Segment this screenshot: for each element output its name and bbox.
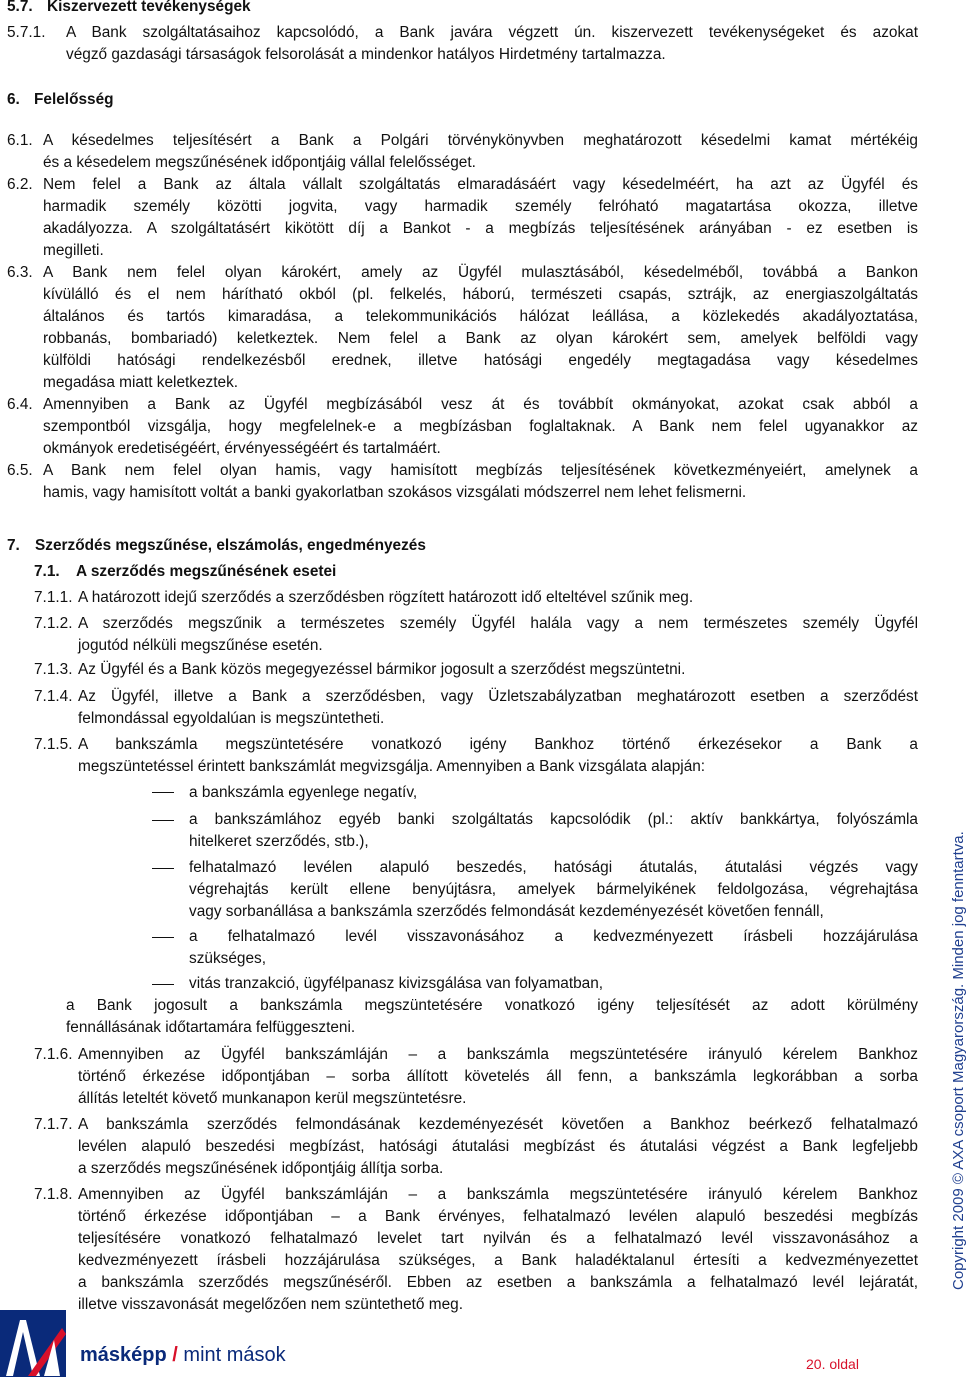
- paragraph-line: teljesítésére vonatkozó felhatalmazó levelet tart nyilván és a felhatalmazó levél visszavonásához a: [78, 1230, 918, 1247]
- bullet-item: a bankszámla egyenlege negatív,: [189, 784, 418, 801]
- footer-slogan: [80, 1344, 286, 1367]
- bullet-item: a felhatalmazó levél visszavonásához a kedvezményezett írásbeli hozzájárulása: [189, 928, 918, 945]
- paragraph-line: A bankszámla megszüntetésére vonatkozó igény Bankhoz történő érkezésekor a Bank a: [78, 736, 918, 753]
- paragraph-line: történő érkezése időpontjában – a Bank érvényes, felhatalmazó levélen alapuló beszedési megbízás: [78, 1208, 918, 1225]
- paragraph-line: állítás leteltét követő munkanapon kerül megszüntetésre.: [78, 1090, 467, 1107]
- page-number: 20. oldal: [806, 1356, 859, 1372]
- section-number: 6.: [7, 91, 20, 108]
- paragraph-line: levélen alapuló beszedési megbízást, hatósági átutalási megbízást és átutalási végzést a Bank legfeljebb: [78, 1138, 918, 1155]
- bullet-item: végrehajtás került ellene benyújtásra, amelyek bármelyikének feldolgozása, végrehajtása: [189, 881, 918, 898]
- paragraph-line: A határozott idejű szerződés a szerződésben rögzített határozott idő elteltével szűnik meg.: [78, 589, 694, 606]
- subsection-number: 7.1.: [34, 563, 60, 580]
- section-number: 7.: [7, 537, 20, 554]
- paragraph-line: általános és tartós kimaradása, a telekommunikációs hálózat leállása, a közlekedés akadályoztatása,: [43, 308, 918, 325]
- paragraph-line: a Bank jogosult a bankszámla megszüntetésére vonatkozó igény teljesítését az adott körülmény: [66, 997, 918, 1014]
- paragraph-line: szempontból vizsgálja, hogy megfelelnek-e a megbízásban foglaltaknak. A Bank nem felel ugyanakkor az: [43, 418, 918, 435]
- clause-number: 6.2.: [7, 176, 33, 193]
- paragraph-line: fennállásának időtartamára felfüggeszteni.: [66, 1019, 356, 1036]
- paragraph-line: Amennyiben az Ügyfél bankszámláján – a bankszámla megszüntetésére irányuló kérelem Bankhoz: [78, 1186, 918, 1203]
- paragraph-line: megilleti.: [43, 242, 104, 259]
- bullet-item: a bankszámlához egyéb banki szolgáltatás kapcsolódik (pl.: aktív bankkártya, folyószámla: [189, 811, 918, 828]
- bullet-dash: [152, 868, 174, 869]
- clause-number: 7.1.8.: [34, 1186, 73, 1203]
- paragraph-line: Az Ügyfél, illetve a Bank a szerződésben, vagy Üzletszabályzatban meghatározott esetben a szerződést: [78, 688, 918, 705]
- axa-logo: [0, 1310, 66, 1377]
- section-heading: Szerződés megszűnése, elszámolás, engedményezés: [35, 537, 426, 554]
- bullet-item: felhatalmazó levélen alapuló beszedés, hatósági átutalás, átutalási végzés vagy: [189, 859, 918, 876]
- clause-number: 6.4.: [7, 396, 33, 413]
- bullet-dash: [152, 792, 174, 793]
- paragraph-line: okmányok eredetiségéért, érvényességéért és tartalmáért.: [43, 440, 441, 457]
- paragraph-line: A szerződés megszűnik a természetes személy Ügyfél halála vagy a nem természetes személy Ügyfél: [78, 615, 918, 632]
- paragraph-line: külföldi hatósági rendelkezésből erednek, illetve hatósági engedély megtagadása vagy késedelmes: [43, 352, 918, 369]
- axa-logo-icon: [0, 1310, 66, 1377]
- bullet-dash: [152, 937, 174, 938]
- paragraph-line: megszüntetéssel érintett bankszámlát megvizsgálja. Amennyiben a Bank vizsgálata alapján:: [78, 758, 706, 775]
- paragraph-line: kívülálló és el nem hárítható okból (pl. felkelés, háború, természeti csapás, sztrájk, az energiaszolgáltatás: [43, 286, 918, 303]
- clause-number: 7.1.5.: [34, 736, 73, 753]
- bullet-dash: [152, 820, 174, 821]
- paragraph-line: akadályozza. A szolgáltatásért kikötött díj a Bankot - a megbízás teljesítésének arányában - ez esetben is: [43, 220, 918, 237]
- section-heading: Felelősség: [34, 91, 114, 108]
- paragraph-line: Amennyiben az Ügyfél bankszámláján – a bankszámla megszüntetésére irányuló kérelem Bankhoz: [78, 1046, 918, 1063]
- paragraph-line: A Bank nem felel olyan hamis, vagy hamisított megbízás teljesítésének következményeiért, amelynek a: [43, 462, 918, 479]
- paragraph-line: felmondással egyoldalúan is megszüntetheti.: [78, 710, 385, 727]
- paragraph-line: végző gazdasági társaságok felsorolását a mindenkor hatályos Hirdetmény tartalmazza.: [66, 46, 666, 63]
- paragraph-line: a bankszámla szerződés megszűnéséről. Ebben az esetben a bankszámla a felhatalmazó levél lejáratát,: [78, 1274, 918, 1291]
- section-heading: Kiszervezett tevékenységek: [47, 0, 251, 15]
- clause-number: 6.3.: [7, 264, 33, 281]
- clause-number: 7.1.6.: [34, 1046, 73, 1063]
- paragraph-line: illetve visszavonását megelőzően nem szüntethető meg.: [78, 1296, 463, 1313]
- paragraph-line: robbanás, bombariadó) keletkeztek. Nem felel a Bank az olyan károkért sem, amelyek belföldi vagy: [43, 330, 918, 347]
- clause-number: 6.5.: [7, 462, 33, 479]
- paragraph-line: harmadik személy közötti jogvita, vagy harmadik személy felróható magatartása okozza, illetve: [43, 198, 918, 215]
- paragraph-line: Nem felel a Bank az általa vállalt szolgáltatás elmaradásáért vagy késedelméért, ha azt az Ügyfél és: [43, 176, 918, 193]
- clause-number: 7.1.4.: [34, 688, 73, 705]
- bullet-item: vagy sorbanállása a bankszámla szerződés felmondását kezdeményezését követően fennáll,: [189, 903, 824, 920]
- clause-number: 7.1.7.: [34, 1116, 73, 1133]
- copyright-notice: Copyright 2009 © AXA csoport Magyarország. Minden jog fenntartva.: [950, 831, 967, 1290]
- paragraph-line: A késedelmes teljesítésért a Bank a Polgári törvénykönyvben meghatározott késedelmi kamat mértékéig: [43, 132, 918, 149]
- clause-number: 7.1.2.: [34, 615, 73, 632]
- paragraph-line: Amennyiben a Bank az Ügyfél megbízásából vesz át és továbbít okmányokat, azokat csak abból a: [43, 396, 918, 413]
- clause-number: 6.1.: [7, 132, 33, 149]
- paragraph-line: Az Ügyfél és a Bank közös megegyezéssel bármikor jogosult a szerződést megszüntetni.: [78, 661, 686, 678]
- paragraph-line: A Bank nem felel olyan károkért, amely az Ügyfél mulasztásából, késedelméből, továbbá a Bankon: [43, 264, 918, 281]
- paragraph-line: a szerződés megszűnésének időpontjáig állítja sorba.: [78, 1160, 444, 1177]
- paragraph-line: A Bank szolgáltatásaihoz kapcsolódó, a Bank javára végzett ún. kiszervezett tevékenységeket és azokat: [66, 24, 918, 41]
- bullet-item: szükséges,: [189, 950, 266, 967]
- bullet-item: hitelkeret szerződés, stb.),: [189, 833, 369, 850]
- bullet-item: vitás tranzakció, ügyfélpanasz kivizsgálása van folyamatban,: [189, 975, 604, 992]
- slogan-part-2: mint mások: [183, 1344, 286, 1366]
- clause-number: 7.1.3.: [34, 661, 73, 678]
- bullet-dash: [152, 984, 174, 985]
- paragraph-line: megadása miatt keletkeztek.: [43, 374, 239, 391]
- paragraph-line: kedvezményezett írásbeli hozzájárulása szükséges, a Bank haladéktalanul értesíti a kedvezményezettet: [78, 1252, 918, 1269]
- slogan-part-1: másképp: [80, 1344, 167, 1366]
- clause-number: 7.1.1.: [34, 589, 73, 606]
- paragraph-line: A bankszámla szerződés felmondásának kezdeményezését követően a Bankhoz beérkező felhatalmazó: [78, 1116, 918, 1133]
- clause-number: 5.7.1.: [7, 24, 46, 41]
- section-number: 5.7.: [7, 0, 33, 15]
- paragraph-line: és a késedelem megszűnésének időpontjáig vállal felelősséget.: [43, 154, 476, 171]
- subsection-heading: A szerződés megszűnésének esetei: [76, 563, 337, 580]
- slogan-slash: /: [172, 1344, 178, 1366]
- paragraph-line: jogutód nélküli megszűnése esetén.: [78, 637, 323, 654]
- paragraph-line: történő érkezése időpontjában – sorba állított követelés áll fenn, a bankszámla legkorábban a sorba: [78, 1068, 918, 1085]
- paragraph-line: hamis, vagy hamisított voltát a banki gyakorlatban szokásos vizsgálati módszerrel nem lehet felismerni.: [43, 484, 747, 501]
